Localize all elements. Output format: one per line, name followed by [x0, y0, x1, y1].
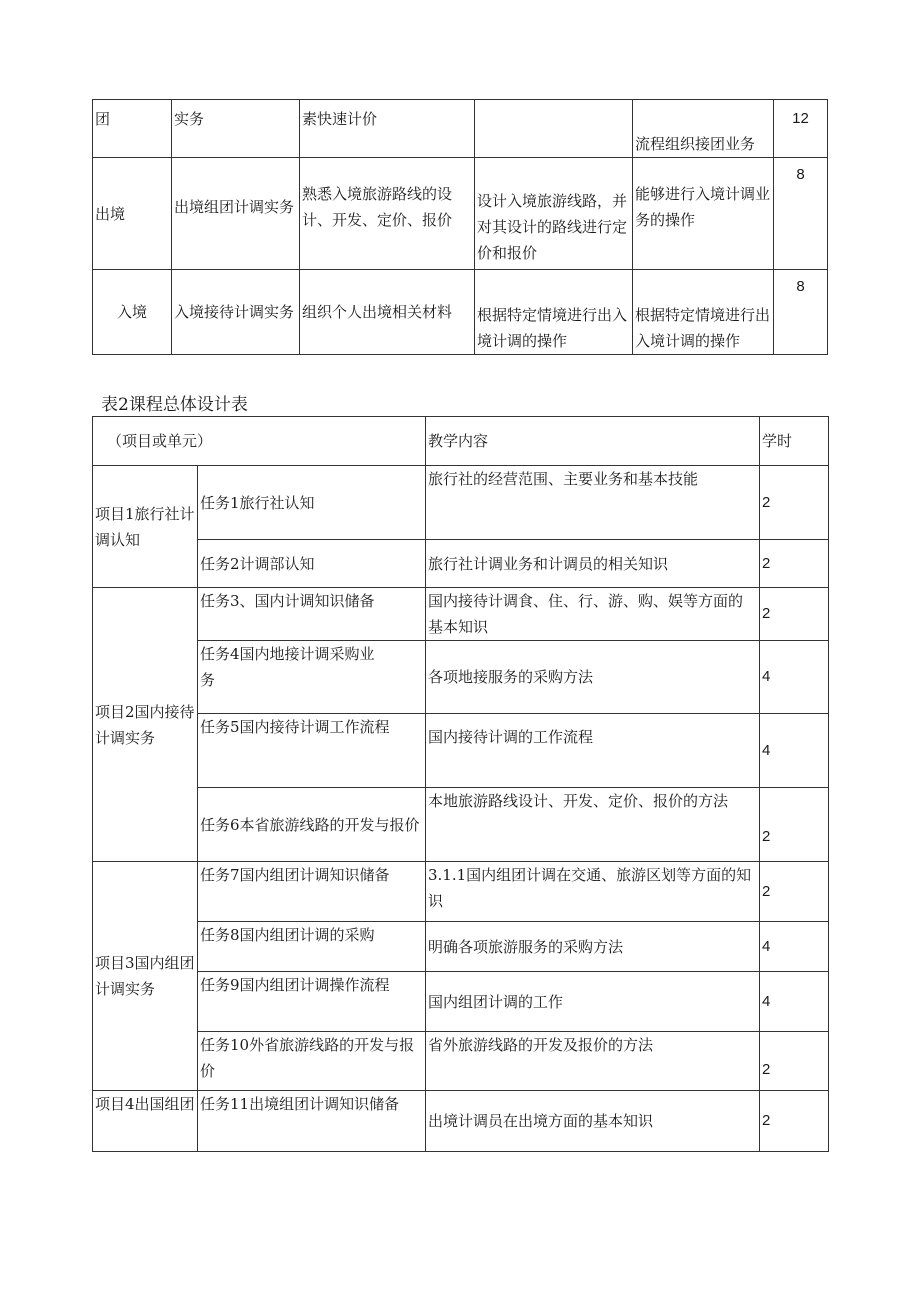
header-unit: （项目或单元） — [93, 417, 426, 466]
table-row — [93, 588, 829, 641]
table-row — [93, 1091, 829, 1152]
table-cell: 根据特定情境进行出入境计调的操作 — [633, 270, 774, 355]
task-content: 旅行社计调业务和计调员的相关知识 — [426, 540, 760, 588]
table-row — [93, 540, 829, 588]
course-objectives-table — [92, 99, 828, 355]
table-cell: 8 — [774, 270, 828, 355]
task-hours: 2 — [760, 862, 829, 922]
table-cell: 团 — [93, 100, 172, 158]
task-hours: 4 — [760, 641, 829, 714]
table-row — [93, 922, 829, 972]
table-cell: 实务 — [172, 100, 300, 158]
header-content: 教学内容 — [426, 417, 760, 466]
table-cell: 能够进行入境计调业务的操作 — [633, 158, 774, 270]
table-cell: 素快速计价 — [300, 100, 475, 158]
task-hours: 4 — [760, 922, 829, 972]
task-name: 任务10外省旅游线路的开发与报价 — [198, 1032, 426, 1091]
task-content: 国内接待计调食、住、行、游、购、娱等方面的基本知识 — [426, 588, 760, 641]
task-content: 旅行社的经营范围、主要业务和基本技能 — [426, 466, 760, 540]
table-row — [93, 1032, 829, 1091]
project-name: 项目1旅行社计调认知 — [93, 466, 198, 588]
task-hours: 2 — [760, 1091, 829, 1152]
table-cell: 8 — [774, 158, 828, 270]
course-design-table — [92, 416, 829, 1152]
task-content: 明确各项旅游服务的采购方法 — [426, 922, 760, 972]
task-content: 国内组团计调的工作 — [426, 972, 760, 1032]
task-name: 任务6本省旅游线路的开发与报价 — [198, 788, 426, 862]
task-content: 各项地接服务的采购方法 — [426, 641, 760, 714]
table-cell: 设计入境旅游线路，并对其设计的路线进行定价和报价 — [475, 158, 633, 270]
task-hours: 2 — [760, 588, 829, 641]
project-name: 项目3国内组团计调实务 — [93, 862, 198, 1091]
table-row — [93, 270, 828, 355]
task-name: 任务8国内组团计调的采购 — [198, 922, 426, 972]
table-cell — [475, 100, 633, 158]
table-row — [93, 158, 828, 270]
table-header-row — [93, 417, 829, 466]
table-cell: 入境 — [93, 270, 172, 355]
task-hours: 2 — [760, 788, 829, 862]
task-hours: 4 — [760, 714, 829, 788]
task-name: 任务3、国内计调知识储备 — [198, 588, 426, 641]
table-cell: 出境组团计调实务 — [172, 158, 300, 270]
table-row — [93, 641, 829, 714]
table-row — [93, 714, 829, 788]
table-cell: 12 — [774, 100, 828, 158]
task-hours: 4 — [760, 972, 829, 1032]
table-cell: 组织个人出境相关材料 — [300, 270, 475, 355]
table-cell: 出境 — [93, 158, 172, 270]
task-name: 任务2计调部认知 — [198, 540, 426, 588]
table-row — [93, 862, 829, 922]
table-caption: 表2课程总体设计表 — [101, 395, 248, 415]
project-name: 项目2国内接待计调实务 — [93, 588, 198, 862]
task-name: 任务11出境组团计调知识储备 — [198, 1091, 426, 1152]
table-row — [93, 972, 829, 1032]
task-hours: 2 — [760, 466, 829, 540]
task-name: 任务7国内组团计调知识储备 — [198, 862, 426, 922]
table-cell: 熟悉入境旅游路线的设计、开发、定价、报价 — [300, 158, 475, 270]
task-content: 本地旅游路线设计、开发、定价、报价的方法 — [426, 788, 760, 862]
task-content: 3.1.1国内组团计调在交通、旅游区划等方面的知识 — [426, 862, 760, 922]
table-row — [93, 100, 828, 158]
header-hours: 学时 — [760, 417, 829, 466]
task-name: 任务4国内地接计调采购业务 — [198, 641, 426, 714]
table-cell: 流程组织接团业务 — [633, 100, 774, 158]
table-cell: 入境接待计调实务 — [172, 270, 300, 355]
table-row — [93, 788, 829, 862]
task-hours: 2 — [760, 1032, 829, 1091]
task-name: 任务1旅行社认知 — [198, 466, 426, 540]
task-name: 任务5国内接待计调工作流程 — [198, 714, 426, 788]
task-content: 国内接待计调的工作流程 — [426, 714, 760, 788]
task-hours: 2 — [760, 540, 829, 588]
table-row — [93, 466, 829, 540]
task-name: 任务9国内组团计调操作流程 — [198, 972, 426, 1032]
task-content: 省外旅游线路的开发及报价的方法 — [426, 1032, 760, 1091]
project-name: 项目4出国组团 — [93, 1091, 198, 1152]
task-content: 出境计调员在出境方面的基本知识 — [426, 1091, 760, 1152]
table-cell: 根据特定情境进行出入境计调的操作 — [475, 270, 633, 355]
